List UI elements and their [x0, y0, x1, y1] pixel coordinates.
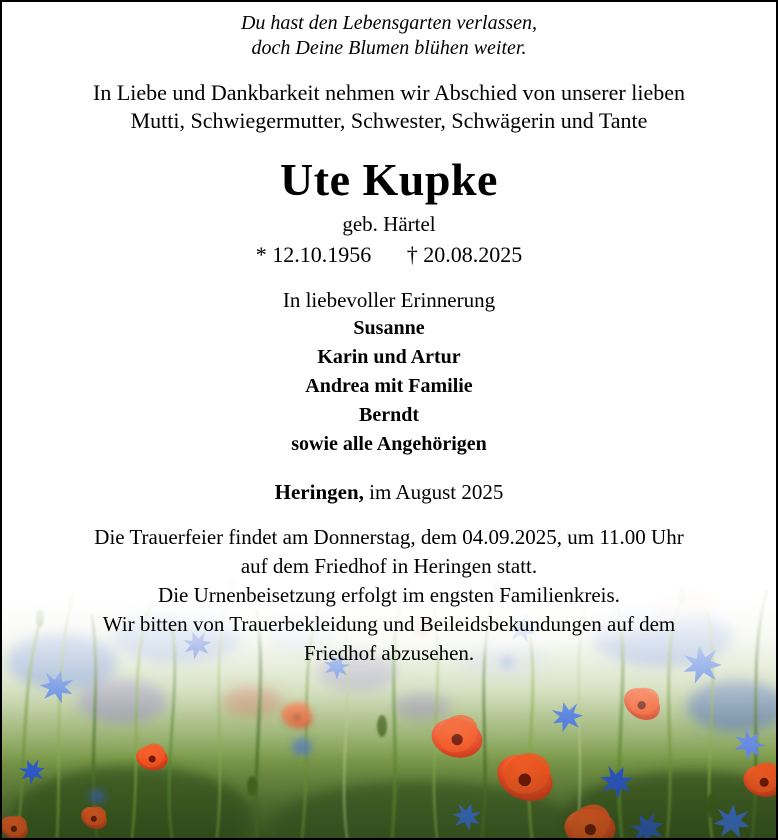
intro-line-2: Mutti, Schwiegermutter, Schwester, Schwägerin und Tante	[130, 108, 648, 133]
funeral-info-line: Friedhof abzusehen.	[303, 641, 475, 665]
maiden-name: geb. Härtel	[342, 212, 436, 236]
mourners-list	[2, 314, 776, 459]
birth-date: * 12.10.1956	[255, 242, 372, 267]
funeral-info	[2, 523, 776, 668]
intro-text	[2, 79, 776, 135]
deceased-name: Ute Kupke	[280, 154, 498, 205]
funeral-info-line: Die Trauerfeier findet am Donnerstag, dem 04.09.2025, um 11.00 Uhr	[94, 525, 684, 549]
mourner-line: Susanne	[353, 317, 425, 339]
life-dates	[2, 241, 776, 269]
mourner-line: Andrea mit Familie	[305, 375, 473, 397]
intro-line-1: In Liebe und Dankbarkeit nehmen wir Abschied von unserer lieben	[93, 80, 685, 105]
epigraph	[2, 11, 776, 61]
remembrance-heading: In liebevoller Erinnerung	[282, 288, 496, 312]
epigraph-line-2: doch Deine Blumen blühen weiter.	[251, 37, 527, 59]
obituary-text	[2, 2, 776, 668]
mourner-line: Karin und Artur	[317, 346, 461, 368]
epigraph-line-1: Du hast den Lebensgarten verlassen,	[240, 12, 538, 34]
dateline-date: im August 2025	[363, 480, 504, 504]
dateline	[2, 479, 776, 506]
mourner-line: sowie alle Angehörigen	[291, 433, 487, 455]
funeral-info-line: auf dem Friedhof in Heringen statt.	[240, 554, 538, 578]
mourner-line: Berndt	[359, 404, 419, 426]
death-date: † 20.08.2025	[406, 242, 523, 267]
funeral-info-line: Die Urnenbeisetzung erfolgt im engsten Familienkreis.	[158, 583, 620, 607]
funeral-info-line: Wir bitten von Trauerbekleidung und Beileidsbekundungen auf dem	[102, 612, 676, 636]
dateline-place: Heringen,	[274, 480, 364, 504]
